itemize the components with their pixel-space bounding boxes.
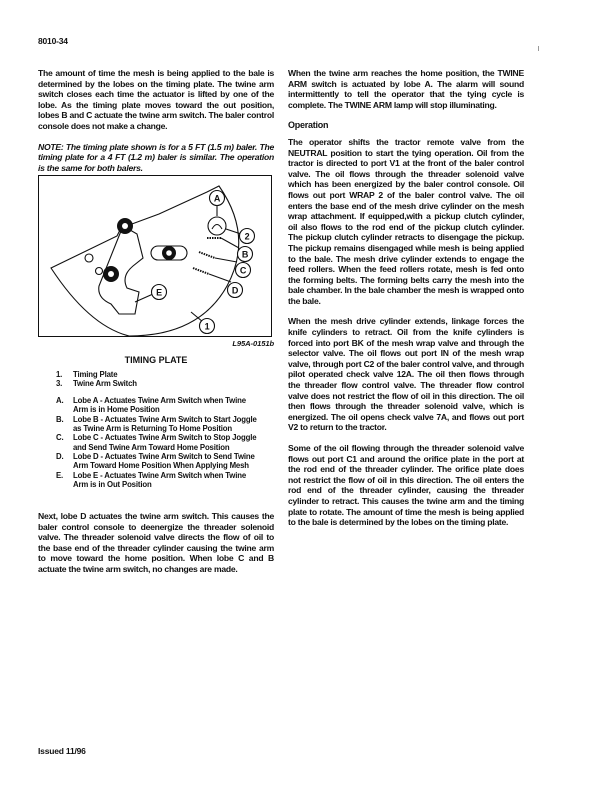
legend-item: D. Lobe D - Actuates Twine Arm Switch to Send Twine Arm Toward Home Position When Applying Mesh [56,451,255,471]
margin-mark [538,46,539,51]
paragraph-mesh-drive: When the mesh drive cylinder extends, linkage forces the knife cylinders to retract. Oil from the knife cylinders is forced into port BK of the mesh wrap valve and through the selector valve. The oil flows out port IN of the mesh wrap valve, through port C2 of the baler control valve, and through pilot operated check valve 12A. The oil then flows through the threader flow control valve. The threader flow control valve does not restrict the flow of oil in this direction. The oil then flows through the threader solenoid valve, which is energized. The oil opens check valve 7A, and flows out port V2 to return to the tractor. [288,316,524,433]
legend-item: E. Lobe E - Actuates Twine Arm Switch when Twine Arm is in Out Position [56,470,247,489]
legend-numbers [38,370,274,389]
paragraph-operation: The operator shifts the tractor remote valve from the NEUTRAL position to start the tying operation. Oil from the tractor is directed to port V1 at the front of the baler control valve. The oil flows through the threader solenoid valve which has been energized by the baler control console. Oil flows out port WRAP 2 of the baler control valve. The oil enters the base end of the mesh drive cylinder on the mesh wrap attachment. If equipped,with a pickup clutch cylinder, oil also flows to the rod end of the pickup clutch cylinder. The pickup clutch cylinder retracts to disengage the pickup. The pickup remains disengaged while mesh is being applied to the bale. The mesh drive cylinder extends to engage the feed rollers. When the feed rollers rotate, mesh is fed onto the forming belts. The forming belts carry the mesh into the bale chamber. In the bale chamber the mesh is wrapped onto the bale. [288,136,524,306]
callout-1 [200,319,215,334]
figure-title: TIMING PLATE [124,354,188,365]
intro-paragraph: The amount of time the mesh is being applied to the bale is determined by the lobes on the timing plate. The twine arm switch closes each time the actuator is lifted by one of the lobe. As the timing plate moves toward the out position, lobes B and C actuate the twine arm switch. The baler control console does not make a change. [38,68,274,131]
callout-a [210,191,225,206]
paragraph-threader-solenoid: Some of the oil flowing through the threader solenoid valve flows out port C1 and around the orifice plate in the port at the rod end of the threader cylinder. The orifice plate does not restrict the flow of oil in this direction. The oil enters the rod end of the threader cylinder, causing the threader cylinder to retract. This causes the twine arm and the timing plate to rotate. The amount of time the mesh is being applied to the bale is determined by the lobes on the timing plate. [288,443,524,528]
legend-letters [38,396,274,489]
svg-text:A: A [213,193,221,204]
legend-item: C. Lobe C - Actuates Twine Arm Switch to Stop Joggle and Send Twine Arm Toward Home Position [56,433,257,452]
legend-item: 1. Timing Plate [56,369,118,379]
callout-b [238,247,253,262]
timing-plate-figure [38,175,272,337]
twine-arm-switch [208,217,226,235]
callout-2 [240,229,255,244]
svg-text:2: 2 [244,231,250,242]
left-column [38,68,274,585]
issued-date: Issued 11/96 [38,746,86,756]
closing-paragraph: Next, lobe D actuates the twine arm switch. This causes the baler control console to deenergize the threader solenoid valve. The threader solenoid valve directs the flow of oil to the base end of the threader cylinder causing the twine arm to move toward the home position. When lobe C and B actuate the twine arm switch, no changes are made. [38,511,274,575]
timing-plate-outline [51,186,239,336]
paragraph-twine-arm-home: When the twine arm reaches the home position, the TWINE ARM switch is actuated by lobe A. The alarm will sound intermittently to tell the operator that the tying cycle is complete. The TWINE ARM lamp will stop illuminating. [288,68,524,110]
timing-plate-diagram [39,176,271,336]
svg-text:C: C [239,265,247,276]
svg-text:D: D [231,285,239,296]
note-text: NOTE: The timing plate shown is for a 5 FT (1.5 m) baler. The timing plate for a 4 FT (1.2 m) baler is similar. The operation is the same for both balers. [38,141,274,173]
figure-code: L95A-0151b [232,339,274,349]
section-heading-operation: Operation [288,120,329,131]
svg-text:1: 1 [204,321,210,332]
legend-item: 3. Twine Arm Switch [56,378,137,388]
right-column [288,68,524,538]
nut [103,266,119,282]
callout-c [236,263,251,278]
lobe-c-mark [199,252,215,258]
callout-d [228,283,243,298]
legend-item: A. Lobe A - Actuates Twine Arm Switch when Twine Arm is in Home Position [56,396,246,415]
svg-text:E: E [156,287,162,298]
plate-hole [85,254,93,262]
legend-item: B. Lobe B - Actuates Twine Arm Switch to Start Joggle as Twine Arm is Returning To Home Position [56,414,257,434]
svg-text:B: B [241,249,249,260]
nut [117,218,133,234]
callout-e [152,285,167,300]
page-identifier: 8010-34 [38,36,68,46]
lobe-d-mark [193,268,209,274]
nut [162,246,176,260]
plate-hole [96,268,103,275]
